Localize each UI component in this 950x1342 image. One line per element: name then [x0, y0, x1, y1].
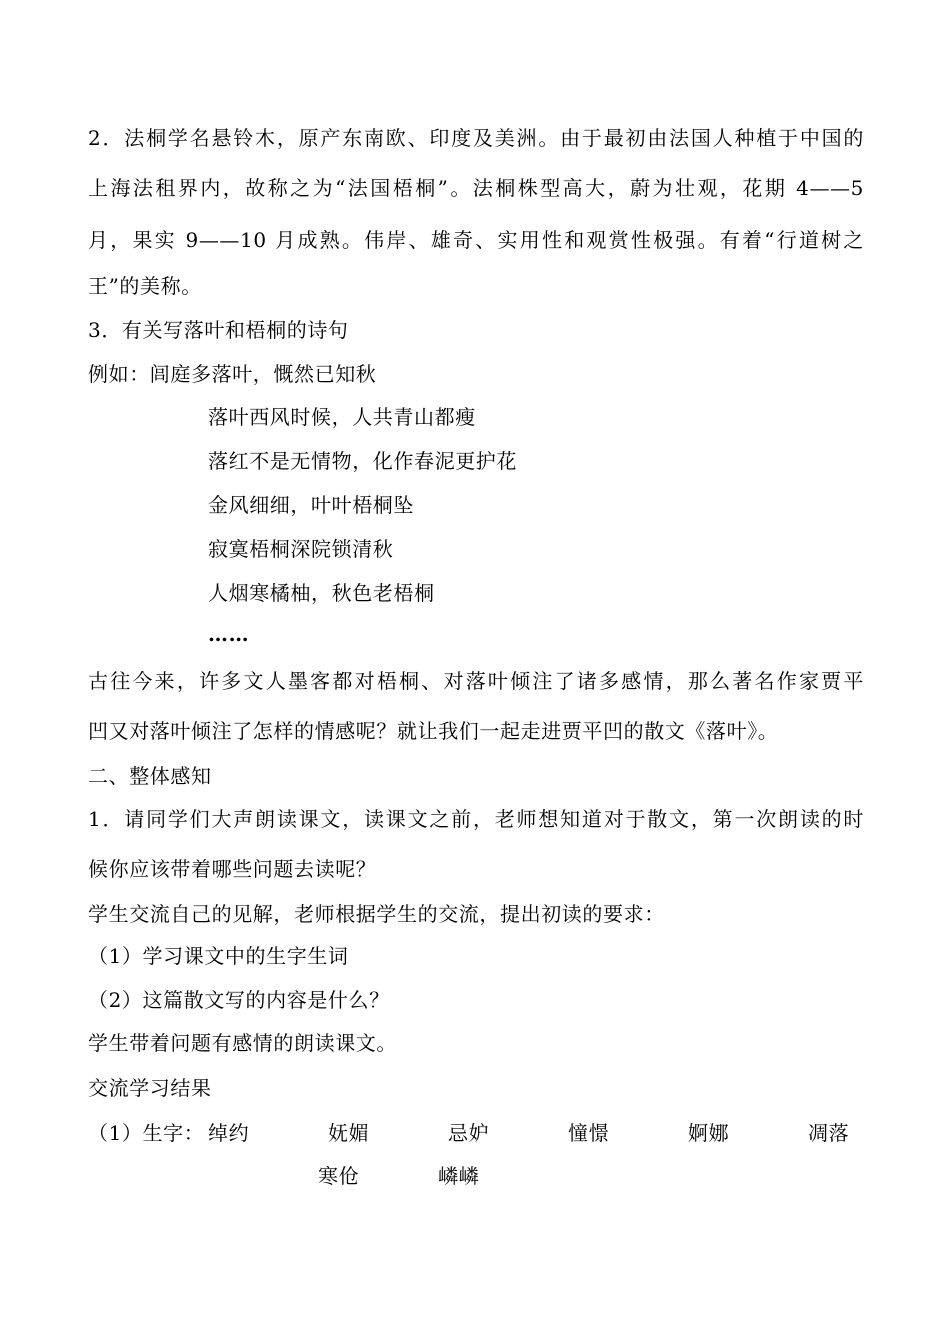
intro-line-1: 古往今来，许多文人墨客都对梧桐、对落叶倾注了诸多感情，那么著名作家贾平 — [88, 669, 864, 693]
section-3-title: 3．有关写落叶和梧桐的诗句 — [88, 318, 349, 342]
character-item: 妩媚 — [328, 1121, 370, 1145]
character-item: 憧憬 — [568, 1121, 610, 1145]
characters-label: （1）生字： — [88, 1121, 205, 1145]
poem-line-1: 落叶西风时候，人共青山都瘦 — [208, 405, 476, 429]
paragraph-2-line-3: 月，果实 9——10 月成熟。伟岸、雄奇、实用性和观赏性极强。有着“行道树之 — [88, 228, 864, 252]
ellipsis: …… — [208, 622, 250, 646]
character-item: 婀娜 — [688, 1121, 730, 1145]
character-item: 凋落 — [808, 1121, 850, 1145]
poem-line-4: 寂寞梧桐深院锁清秋 — [208, 537, 394, 561]
poem-line-2: 落红不是无情物，化作春泥更护花 — [208, 449, 517, 473]
exchange-line: 学生交流自己的见解，老师根据学生的交流，提出初读的要求： — [88, 902, 665, 926]
character-item: 绰约 — [208, 1121, 250, 1145]
question-1-line-1: 1．请同学们大声朗读课文，读课文之前，老师想知道对于散文，第一次朗读的时 — [88, 807, 864, 831]
character-item: 寒伧 — [318, 1164, 360, 1188]
paragraph-2-line-2: 上海法租界内，故称之为“法国梧桐”。法桐株型高大，蔚为壮观，花期 4——5 — [88, 176, 864, 200]
question-1-line-2: 候你应该带着哪些问题去读呢？ — [88, 857, 377, 881]
section-2-heading: 二、整体感知 — [88, 764, 212, 788]
requirement-1: （1）学习课文中的生字生词 — [88, 944, 349, 968]
poem-line-3: 金风细细，叶叶梧桐坠 — [208, 493, 414, 517]
read-line: 学生带着问题有感情的朗读课文。 — [88, 1031, 397, 1055]
paragraph-2-line-4: 王”的美称。 — [88, 274, 202, 298]
intro-line-2: 凹又对落叶倾注了怎样的情感呢？就让我们一起走进贾平凹的散文《落叶》。 — [88, 719, 779, 743]
character-item: 嶙嶙 — [438, 1164, 480, 1188]
example-line: 例如：闾庭多落叶，慨然已知秋 — [88, 362, 377, 386]
result-line: 交流学习结果 — [88, 1076, 212, 1100]
poem-line-5: 人烟寒橘柚，秋色老梧桐 — [208, 581, 435, 605]
character-item: 忌妒 — [448, 1121, 490, 1145]
paragraph-2-line-1: 2．法桐学名悬铃木，原产东南欧、印度及美洲。由于最初由法国人种植于中国的 — [88, 126, 864, 150]
requirement-2: （2）这篇散文写的内容是什么？ — [88, 988, 390, 1012]
